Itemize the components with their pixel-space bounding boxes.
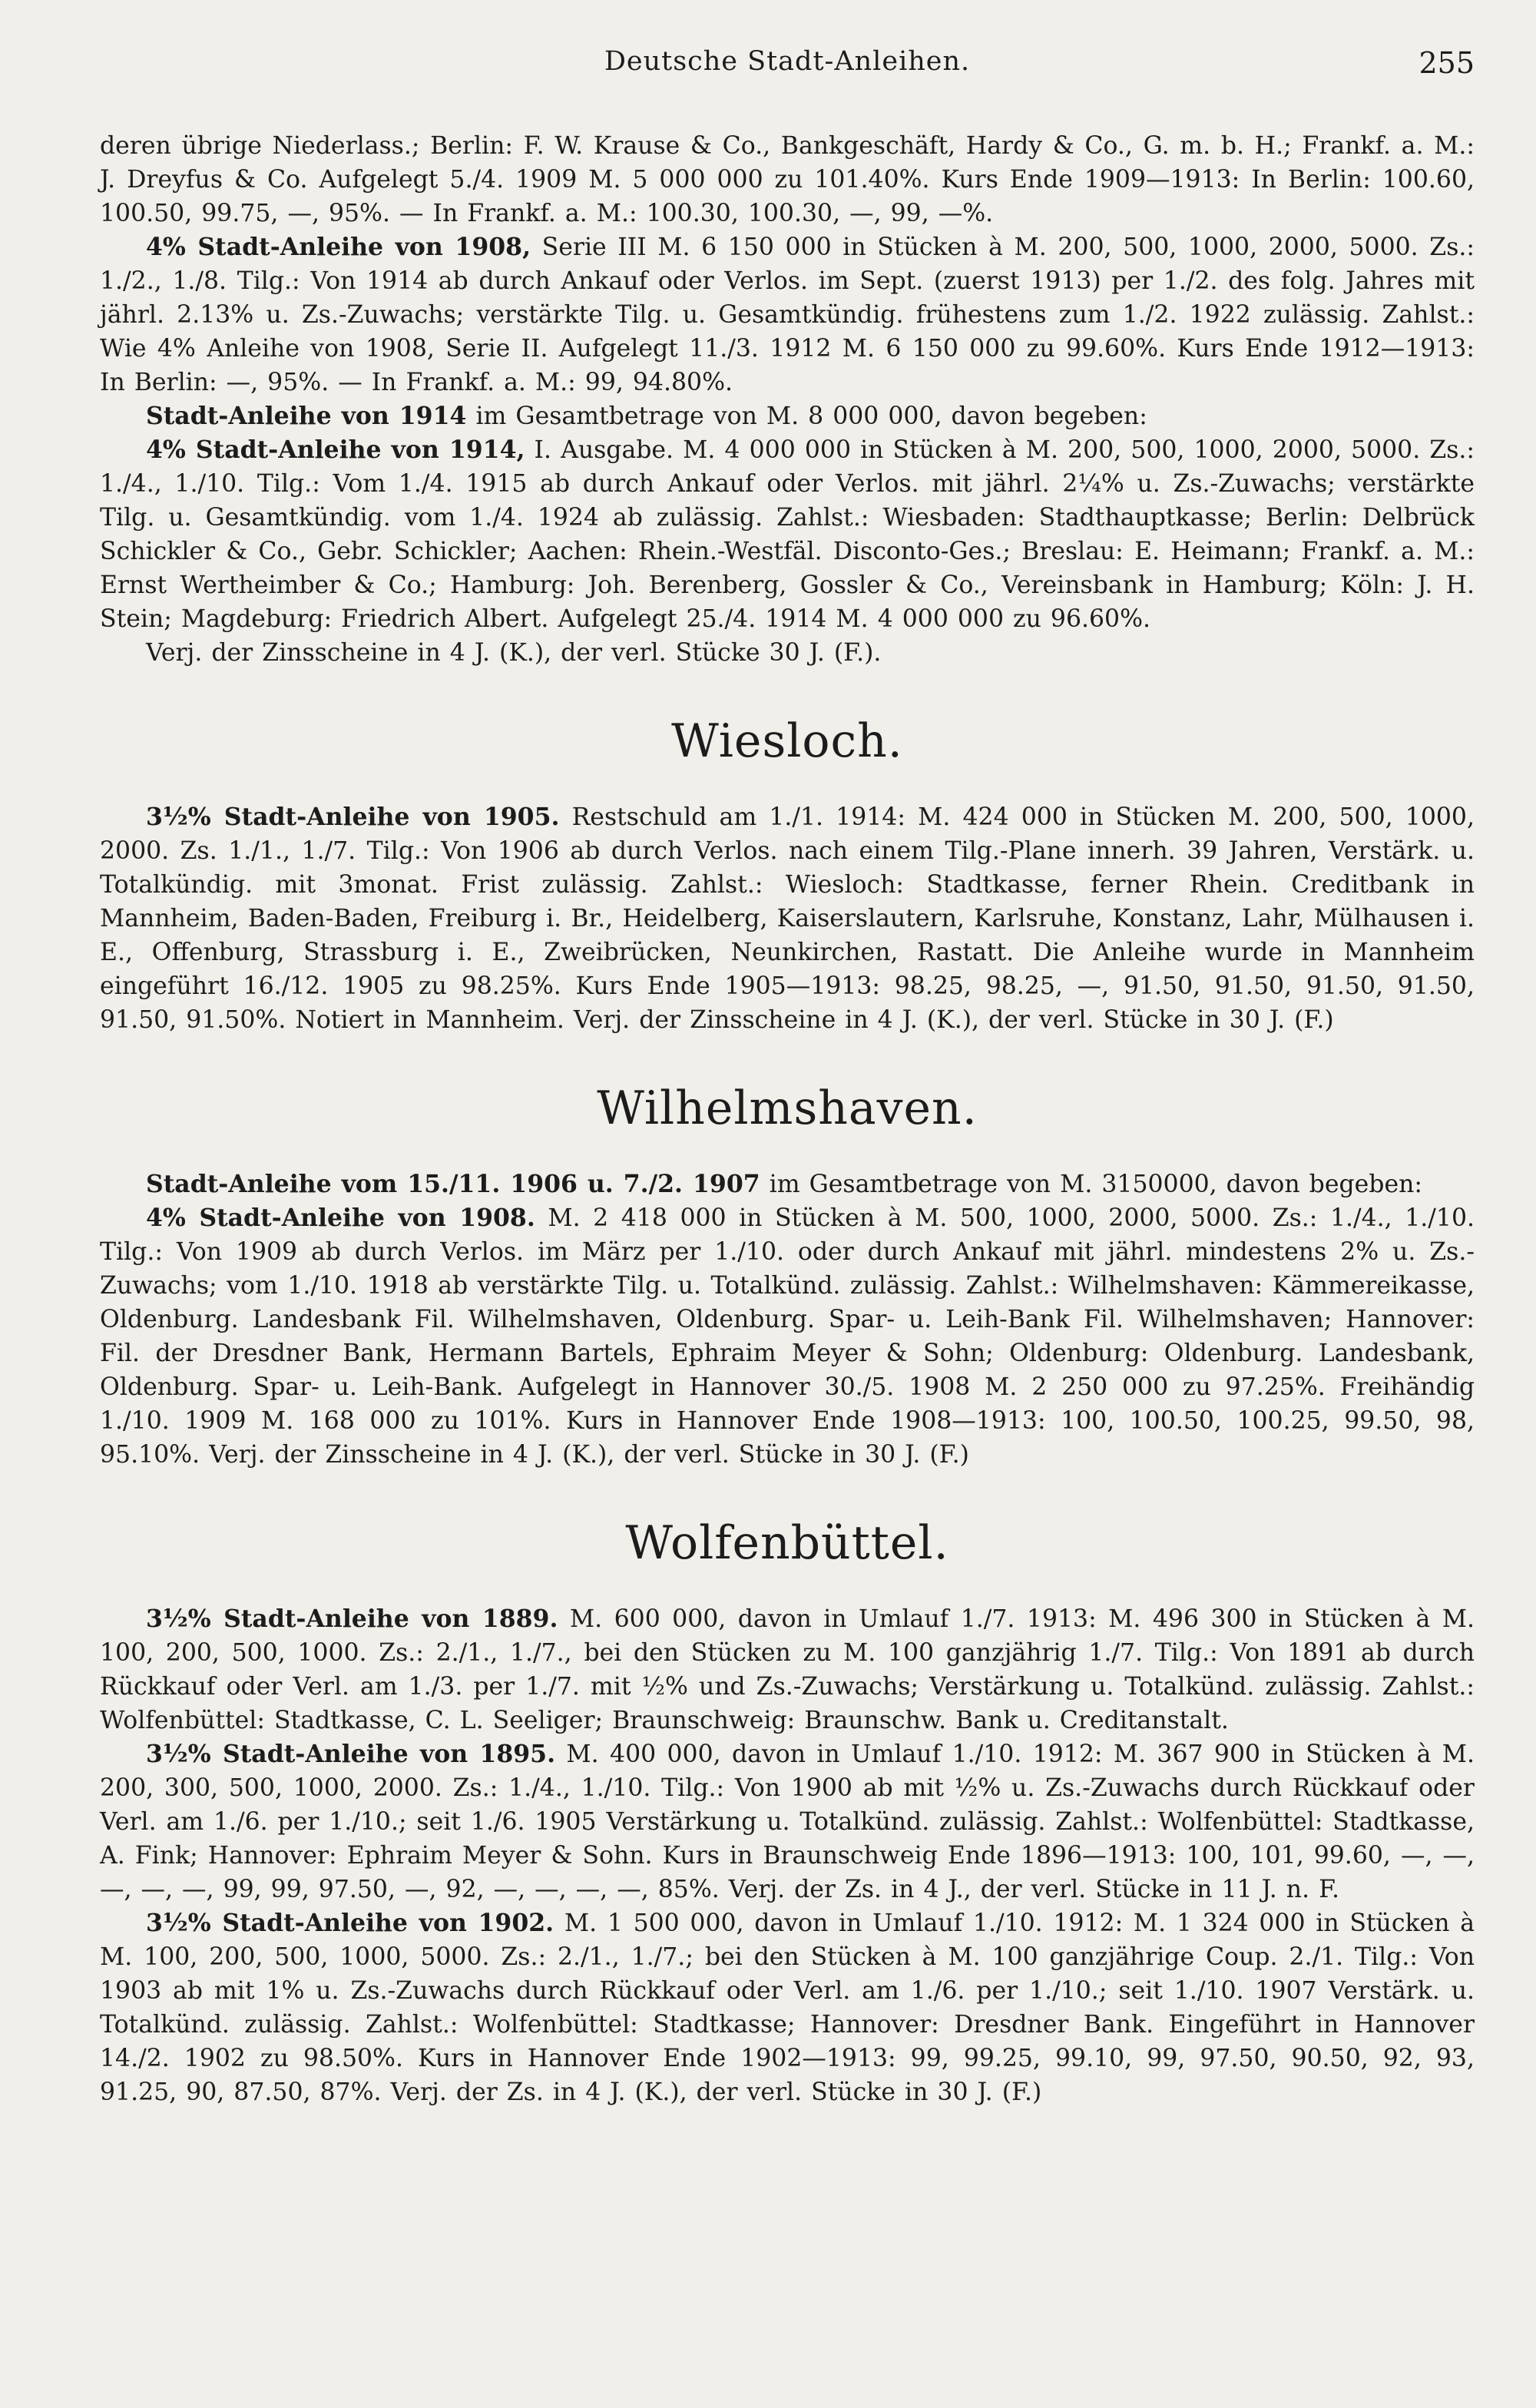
city-heading: Wilhelmshaven.	[597, 1081, 978, 1135]
entry-paragraph	[100, 230, 1475, 399]
entry-text: im Gesamtbetrage von M. 3150000, davon begeben:	[760, 1171, 1423, 1198]
entry-paragraph	[100, 1737, 1475, 1906]
entry-paragraph	[100, 1906, 1475, 2109]
entry-paragraph	[100, 636, 1475, 670]
running-title: Deutsche Stadt-Anleihen.	[604, 46, 971, 77]
entry-title: 4% Stadt-Anleihe von 1914,	[146, 436, 525, 464]
entry-text: M. 400 000, davon in Umlauf 1./10. 1912: M. 367 900 in Stücken à M. 200, 300, 500, 1000, 2000. Zs.: 1./4., 1./10. Tilg.: Von 1900 ab mit ½% u. Zs.-Zuwachs durch Rückkauf oder Verl. am 1./6. per 1./10.; seit 1./6. 1905 Verstärkung u. Totalkünd. zulässig. Zahlst.: Wolfenbüttel: Stadtkasse, A. Fink; Hannover: Ephraim Meyer & Sohn. Kurs in Braunschweig Ende 1896—1913: 100, 101, 99.60, —, —, —, —, —, 99, 99, 97.50, —, 92, —, —, —, —, 85%. Verj. der Zs. in 4 J., der verl. Stücke in 11 J. n. F.	[100, 1741, 1475, 1903]
running-head	[100, 46, 1475, 92]
continuation-block	[100, 129, 1475, 670]
entry-text: Restschuld am 1./1. 1914: M. 424 000 in Stücken M. 200, 500, 1000, 2000. Zs. 1./1., 1./7. Tilg.: Von 1906 ab durch Verlos. nach einem Tilg.-Plane innerh. 39 Jahren, Verstärk. u. Totalkündig. mit 3monat. Frist zulässig. Zahlst.: Wiesloch: Stadtkasse, ferner Rhein. Creditbank in Mannheim, Baden-Baden, Freiburg i. Br., Heidelberg, Kaiserslautern, Karlsruhe, Konstanz, Lahr, Mülhausen i. E., Offenburg, Strassburg i. E., Zweibrücken, Neunkirchen, Rastatt. Die Anleihe wurde in Mannheim eingeführt 16./12. 1905 zu 98.25%. Kurs Ende 1905—1913: 98.25, 98.25, —, 91.50, 91.50, 91.50, 91.50, 91.50, 91.50%. Notiert in Mannheim. Verj. der Zinsscheine in 4 J. (K.), der verl. Stücke in 30 J. (F.)	[100, 803, 1475, 1034]
entry-text: I. Ausgabe. M. 4 000 000 in Stücken à M. 200, 500, 1000, 2000, 5000. Zs.: 1./4., 1./10. Tilg.: Vom 1./4. 1915 ab durch Ankauf oder Verlos. mit jährl. 2¼% u. Zs.-Zuwachs; verstärkte Tilg. u. Gesamtkündig. vom 1./4. 1924 ab zulässig. Zahlst.: Wiesbaden: Stadthauptkasse; Berlin: Delbrück Schickler & Co., Gebr. Schickler; Aachen: Rhein.-Westfäl. Disconto-Ges.; Breslau: E. Heimann; Frankf. a. M.: Ernst Wertheimber & Co.; Hamburg: Joh. Berenberg, Gossler & Co., Vereinsbank in Hamburg; Köln: J. H. Stein; Magdeburg: Friedrich Albert. Aufgelegt 25./4. 1914 M. 4 000 000 zu 96.60%.	[100, 436, 1475, 633]
entry-title: 3½% Stadt-Anleihe von 1895.	[146, 1740, 556, 1768]
section-wolfenbuettel	[100, 1602, 1475, 2109]
entry-title: 4% Stadt-Anleihe von 1908.	[146, 1204, 535, 1232]
entry-title: 4% Stadt-Anleihe von 1908,	[146, 233, 531, 261]
entry-title: Stadt-Anleihe von 1914	[146, 402, 467, 430]
entry-title: 3½% Stadt-Anleihe von 1905.	[146, 803, 560, 831]
entry-paragraph	[100, 1201, 1475, 1472]
entry-title: Stadt-Anleihe vom 15./11. 1906 u. 7./2. 1907	[146, 1170, 760, 1198]
entry-text: M. 600 000, davon in Umlauf 1./7. 1913: M. 496 300 in Stücken à M. 100, 200, 500, 1000. Zs.: 2./1., 1./7., bei den Stücken zu M. 100 ganzjährig 1./7. Tilg.: Von 1891 ab durch Rückkauf oder Verl. am 1./3. per 1./7. mit ½% und Zs.-Zuwachs; Verstärkung u. Totalkünd. zulässig. Zahlst.: Wolfenbüttel: Stadtkasse, C. L. Seeliger; Braunschweig: Braunschw. Bank u. Creditanstalt.	[100, 1605, 1475, 1734]
entry-paragraph	[100, 129, 1475, 230]
city-heading: Wolfenbüttel.	[625, 1516, 949, 1570]
entry-text: Verj. der Zinsscheine in 4 J. (K.), der verl. Stücke 30 J. (F.).	[146, 639, 882, 667]
section-wilhelmshaven	[100, 1168, 1475, 1472]
entry-text: im Gesamtbetrage von M. 8 000 000, davon begeben:	[466, 402, 1147, 430]
entry-title: 3½% Stadt-Anleihe von 1889.	[146, 1605, 558, 1633]
entry-paragraph	[100, 399, 1475, 433]
entry-text: deren übrige Niederlass.; Berlin: F. W. Krause & Co., Bankgeschäft, Hardy & Co., G. m. b. H.; Frankf. a. M.: J. Dreyfus & Co. Aufgelegt 5./4. 1909 M. 5 000 000 zu 101.40%. Kurs Ende 1909—1913: In Berlin: 100.60, 100.50, 99.75, —, 95%. — In Frankf. a. M.: 100.30, 100.30, —, 99, —%.	[100, 132, 1475, 227]
entry-paragraph	[100, 1602, 1475, 1737]
entry-paragraph	[100, 800, 1475, 1037]
entry-paragraph	[100, 433, 1475, 636]
entry-text: M. 2 418 000 in Stücken à M. 500, 1000, 2000, 5000. Zs.: 1./4., 1./10. Tilg.: Von 1909 ab durch Verlos. im März per 1./10. oder durch Ankauf mit jährl. mindestens 2% u. Zs.-Zuwachs; vom 1./10. 1918 ab verstärkte Tilg. u. Totalkünd. zulässig. Zahlst.: Wilhelmshaven: Kämmereikasse, Oldenburg. Landesbank Fil. Wilhelmshaven, Oldenburg. Spar- u. Leih-Bank Fil. Wilhelmshaven; Hannover: Fil. der Dresdner Bank, Hermann Bartels, Ephraim Meyer & Sohn; Oldenburg: Oldenburg. Landesbank, Oldenburg. Spar- u. Leih-Bank. Aufgelegt in Hannover 30./5. 1908 M. 2 250 000 zu 97.25%. Freihändig 1./10. 1909 M. 168 000 zu 101%. Kurs in Hannover Ende 1908—1913: 100, 100.50, 100.25, 99.50, 98, 95.10%. Verj. der Zinsscheine in 4 J. (K.), der verl. Stücke in 30 J. (F.)	[100, 1204, 1475, 1469]
page-number: 255	[1418, 46, 1475, 80]
city-heading: Wiesloch.	[671, 714, 903, 768]
entry-text: M. 1 500 000, davon in Umlauf 1./10. 1912: M. 1 324 000 in Stücken à M. 100, 200, 500, 1000, 5000. Zs.: 2./1., 1./7.; bei den Stücken à M. 100 ganzjährige Coup. 2./1. Tilg.: Von 1903 ab mit 1% u. Zs.-Zuwachs durch Rückkauf oder Verl. am 1./6. per 1./10.; seit 1./10. 1907 Verstärk. u. Totalkünd. zulässig. Zahlst.: Wolfenbüttel: Stadtkasse; Hannover: Dresdner Bank. Eingeführt in Hannover 14./2. 1902 zu 98.50%. Kurs in Hannover Ende 1902—1913: 99, 99.25, 99.10, 99, 97.50, 90.50, 92, 93, 91.25, 90, 87.50, 87%. Verj. der Zs. in 4 J. (K.), der verl. Stücke in 30 J. (F.)	[100, 1910, 1475, 2106]
entry-paragraph	[100, 1168, 1475, 1201]
entry-text: Serie III M. 6 150 000 in Stücken à M. 200, 500, 1000, 2000, 5000. Zs.: 1./2., 1./8. Tilg.: Von 1914 ab durch Ankauf oder Verlos. im Sept. (zuerst 1913) per 1./2. des folg. Jahres mit jährl. 2.13% u. Zs.-Zuwachs; verstärkte Tilg. u. Gesamtkündig. frühestens zum 1./2. 1922 zulässig. Zahlst.: Wie 4% Anleihe von 1908, Serie II. Aufgelegt 11./3. 1912 M. 6 150 000 zu 99.60%. Kurs Ende 1912—1913: In Berlin: —, 95%. — In Frankf. a. M.: 99, 94.80%.	[100, 234, 1475, 396]
entry-title: 3½% Stadt-Anleihe von 1902.	[146, 1909, 554, 1937]
section-wiesloch	[100, 800, 1475, 1037]
